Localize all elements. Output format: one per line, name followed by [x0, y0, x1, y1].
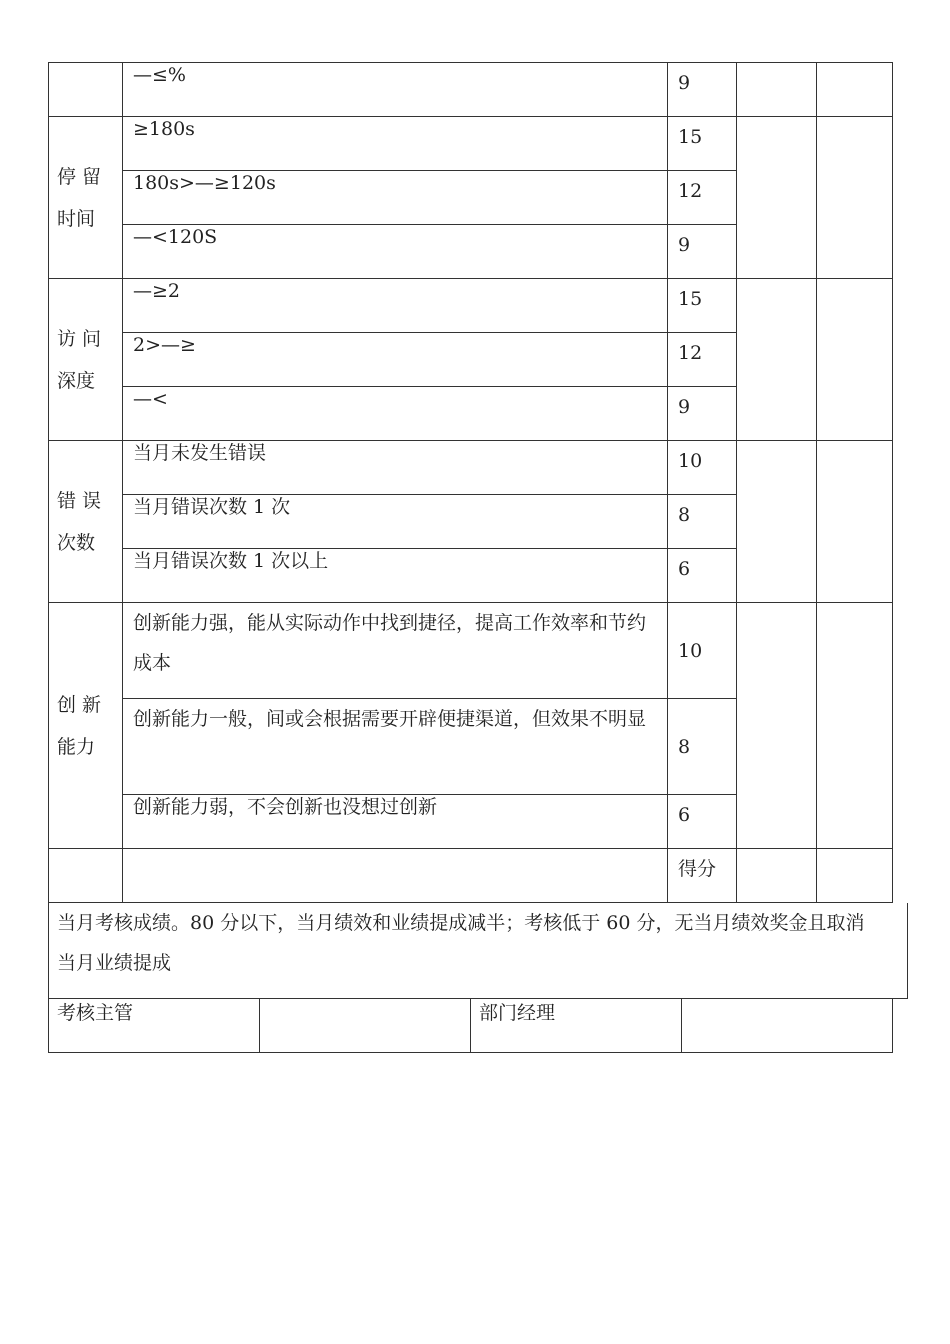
- category-line: 错 误: [57, 489, 102, 512]
- criterion-text: ≥180s: [133, 118, 195, 140]
- table-row: [49, 279, 893, 333]
- criterion-cell: [123, 441, 668, 495]
- total-criterion-cell: [123, 849, 668, 903]
- total-label: 得分: [668, 849, 737, 903]
- category-line: 次数: [57, 531, 96, 554]
- final-score-cell: [817, 279, 893, 441]
- category-innovation: [49, 603, 123, 849]
- score-cell: 12: [668, 333, 737, 387]
- criterion-cell: [123, 225, 668, 279]
- category-visit-depth: [49, 279, 123, 441]
- score-cell: 8: [668, 495, 737, 549]
- manager-label: 部门经理: [471, 999, 682, 1053]
- category-line: 时间: [57, 207, 96, 230]
- table-row: [49, 603, 893, 699]
- criterion-text: —<: [133, 388, 168, 410]
- score-cell: 6: [668, 795, 737, 849]
- total-category-cell: [49, 849, 123, 903]
- assessment-note: [48, 903, 908, 999]
- category-stay-time: [49, 117, 123, 279]
- criterion-cell: [123, 549, 668, 603]
- final-score-cell: [817, 117, 893, 279]
- criterion-text: 创新能力强，能从实际动作中找到捷径，提高工作效率和节约成本: [133, 612, 647, 674]
- assessment-sheet: [48, 62, 892, 1053]
- criterion-text: —≤%: [133, 64, 186, 86]
- note-text: 当月考核成绩。80 分以下，当月绩效和业绩提成减半；考核低于 60 分，无当月绩效奖金且取消当月业绩提成: [57, 912, 865, 974]
- self-score-cell: [737, 441, 817, 603]
- score-cell: 9: [668, 225, 737, 279]
- total-final-score-cell: [817, 849, 893, 903]
- score-cell: 12: [668, 171, 737, 225]
- criterion-text: —≥2: [133, 280, 181, 302]
- assessment-table: [48, 62, 893, 903]
- self-score-cell: [737, 603, 817, 849]
- score-cell: 10: [668, 603, 737, 699]
- criterion-text: —<120S: [133, 226, 218, 248]
- criterion-cell: [123, 387, 668, 441]
- score-cell: 6: [668, 549, 737, 603]
- criterion-cell: [123, 795, 668, 849]
- criterion-cell: [123, 63, 668, 117]
- category-line: 深度: [57, 369, 96, 392]
- criterion-cell: [123, 171, 668, 225]
- criterion-cell: [123, 699, 668, 795]
- category-error-count: [49, 441, 123, 603]
- criterion-cell: [123, 495, 668, 549]
- criterion-text: 当月错误次数 1 次以上: [133, 550, 329, 572]
- table-row: [49, 441, 893, 495]
- score-cell: 9: [668, 387, 737, 441]
- signature-table: [48, 999, 893, 1053]
- supervisor-signature-field[interactable]: [260, 999, 471, 1053]
- self-score-cell: [737, 279, 817, 441]
- final-score-cell: [817, 603, 893, 849]
- table-row: [49, 117, 893, 171]
- score-cell: 9: [668, 63, 737, 117]
- category-line: 能力: [57, 735, 96, 758]
- score-cell: 8: [668, 699, 737, 795]
- criterion-cell: [123, 117, 668, 171]
- table-row: [49, 63, 893, 117]
- score-cell: 10: [668, 441, 737, 495]
- self-score-cell: [737, 63, 817, 117]
- category-line: 停 留: [57, 165, 102, 188]
- total-self-score-cell: [737, 849, 817, 903]
- criterion-cell: [123, 279, 668, 333]
- criterion-text: 180s>—≥120s: [133, 172, 276, 194]
- category-line: 创 新: [57, 693, 102, 716]
- total-row: [49, 849, 893, 903]
- criterion-text: 创新能力一般，间或会根据需要开辟便捷渠道，但效果不明显: [133, 708, 647, 730]
- criterion-text: 2>—≥: [133, 334, 196, 356]
- criterion-text: 当月错误次数 1 次: [133, 496, 291, 518]
- score-cell: 15: [668, 279, 737, 333]
- criterion-text: 当月未发生错误: [133, 442, 267, 464]
- criterion-cell: [123, 333, 668, 387]
- manager-signature-field[interactable]: [682, 999, 893, 1053]
- supervisor-label: 考核主管: [49, 999, 260, 1053]
- category-cell: [49, 63, 123, 117]
- category-line: 访 问: [57, 327, 102, 350]
- criterion-text: 创新能力弱，不会创新也没想过创新: [133, 796, 438, 818]
- final-score-cell: [817, 63, 893, 117]
- signature-row: [49, 999, 893, 1053]
- final-score-cell: [817, 441, 893, 603]
- self-score-cell: [737, 117, 817, 279]
- criterion-cell: [123, 603, 668, 699]
- score-cell: 15: [668, 117, 737, 171]
